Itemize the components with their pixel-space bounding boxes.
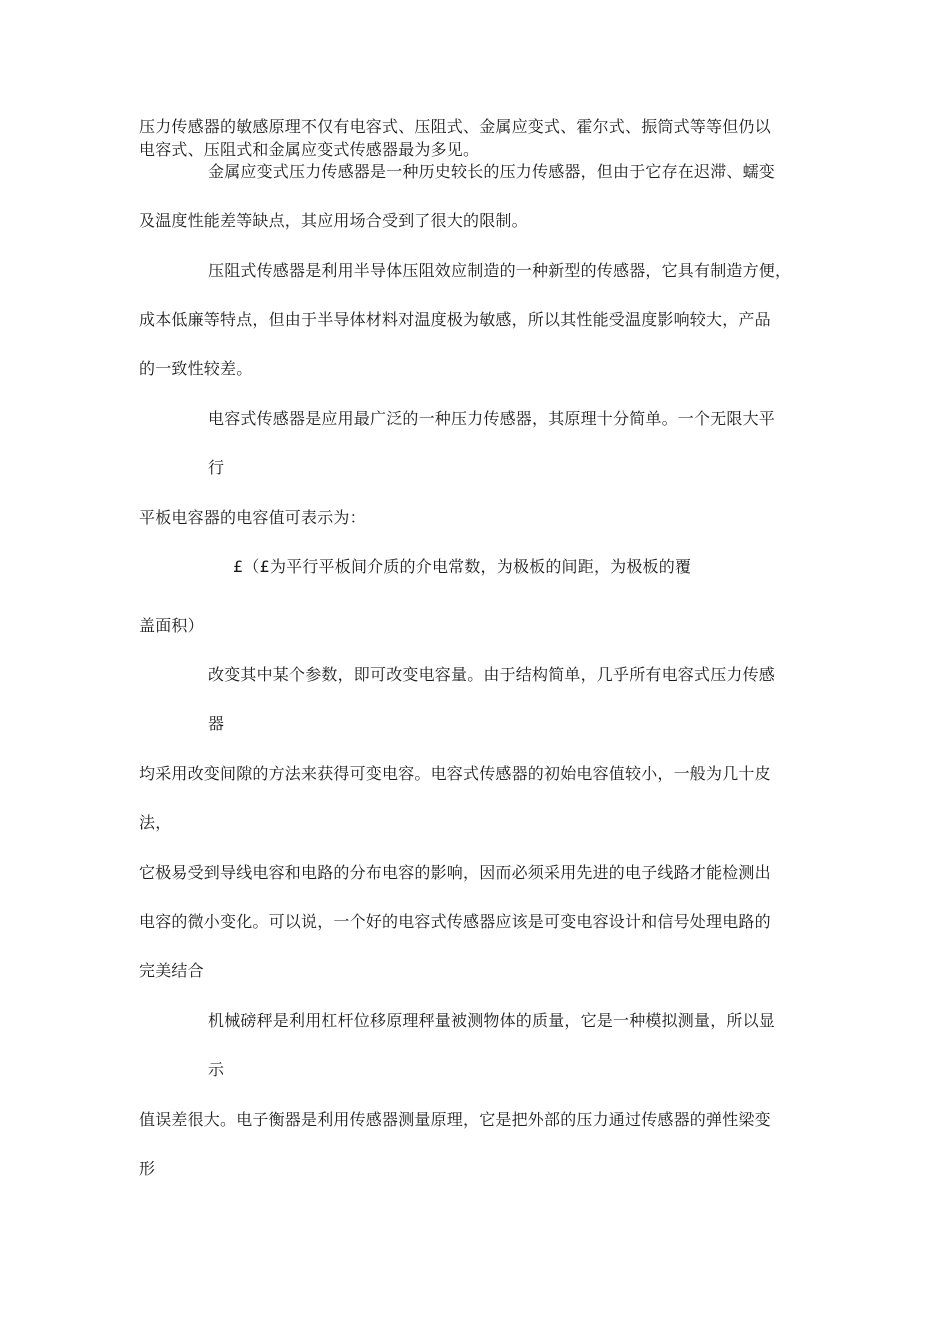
text-line: 法，: [139, 813, 172, 832]
text-line: 的一致性较差。: [139, 359, 253, 378]
text-line: 器: [208, 714, 225, 733]
text-line: 金属应变式压力传感器是一种历史较长的压力传感器，但由于它存在迟滞、蠕变: [208, 162, 776, 181]
text-line: 它极易受到导线电容和电路的分布电容的影响，因而必须采用先进的电子线路才能检测出: [139, 863, 771, 882]
text-line: £（£为平行平板间介质的介电常数，为极板的间距，为极板的覆: [233, 557, 692, 576]
text-line: 压力传感器的敏感原理不仅有电容式、压阻式、金属应变式、霍尔式、振筒式等等但仍以: [139, 117, 771, 136]
text-line: 电容式传感器是应用最广泛的一种压力传感器，其原理十分简单。一个无限大平: [208, 409, 776, 428]
text-line: 形: [139, 1159, 156, 1178]
text-line: 盖面积）: [139, 616, 204, 635]
text-line: 值误差很大。电子衡器是利用传感器测量原理，它是把外部的压力通过传感器的弹性梁变: [139, 1110, 771, 1129]
text-line: 行: [208, 458, 225, 477]
text-line: 完美结合: [139, 961, 204, 980]
text-line: 平板电容器的电容值可表示为：: [139, 508, 366, 527]
text-line: 电容的微小变化。可以说，一个好的电容式传感器应该是可变电容设计和信号处理电路的: [139, 912, 771, 931]
text-line: 示: [208, 1060, 225, 1079]
text-line: 机械磅秤是利用杠杆位移原理秤量被测物体的质量，它是一种模拟测量，所以显: [208, 1011, 776, 1030]
text-line: 压阻式传感器是利用半导体压阻效应制造的一种新型的传感器，它具有制造方便，: [208, 261, 792, 280]
text-line: 及温度性能差等缺点，其应用场合受到了很大的限制。: [139, 211, 528, 230]
text-line: 电容式、压阻式和金属应变式传感器最为多见。: [139, 140, 480, 159]
text-line: 成本低廉等特点，但由于半导体材料对温度极为敏感，所以其性能受温度影响较大，产品: [139, 310, 771, 329]
text-line: 均采用改变间隙的方法来获得可变电容。电容式传感器的初始电容值较小，一般为几十皮: [139, 764, 771, 783]
text-line: 改变其中某个参数，即可改变电容量。由于结构简单，几乎所有电容式压力传感: [208, 665, 776, 684]
